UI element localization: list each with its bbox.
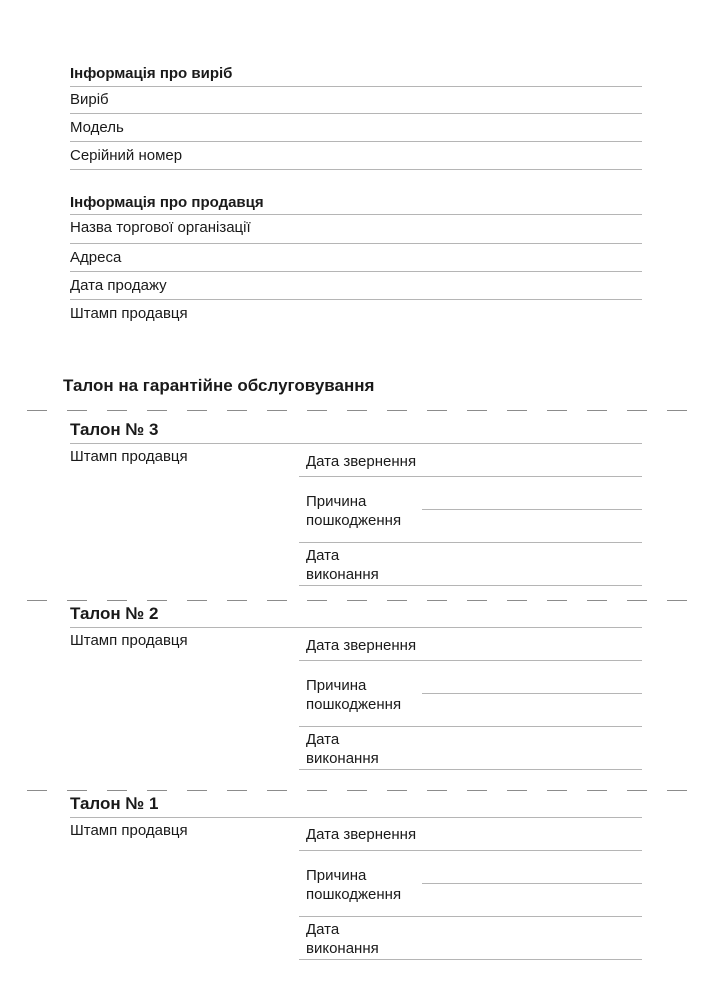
coupon-2-stamp-label: Штамп продавця (70, 632, 188, 649)
warranty-title: Талон на гарантійне обслуговування (63, 376, 375, 395)
coupon-2-completion-label-2: виконання (306, 750, 379, 767)
divider (70, 443, 642, 444)
coupon-3-title: Талон № 3 (70, 420, 159, 439)
organization-field-line[interactable] (70, 243, 642, 244)
sale-date-field-line[interactable] (70, 299, 642, 300)
coupon-1-stamp-label: Штамп продавця (70, 822, 188, 839)
divider (299, 916, 642, 917)
address-field-line[interactable] (70, 271, 642, 272)
cut-line (27, 410, 687, 411)
coupon-1-damage-label-1: Причина (306, 867, 367, 884)
coupon-3-request-date-label: Дата звернення (306, 453, 417, 470)
organization-field-label: Назва торгової організації (70, 219, 251, 236)
divider (70, 86, 642, 87)
sale-date-field-label: Дата продажу (70, 277, 167, 294)
coupon-2-request-date-line[interactable] (299, 660, 642, 661)
model-field-label: Модель (70, 119, 124, 136)
seller-info-heading: Інформація про продавця (70, 194, 264, 211)
coupon-1-request-date-line[interactable] (299, 850, 642, 851)
serial-field-label: Серійний номер (70, 147, 183, 164)
coupon-1-completion-label-1: Дата (306, 921, 340, 938)
coupon-2-damage-line[interactable] (422, 693, 642, 694)
product-field-label: Виріб (70, 91, 109, 108)
coupon-3-completion-label-1: Дата (306, 547, 340, 564)
coupon-1-completion-line[interactable] (299, 959, 642, 960)
coupon-1-damage-line[interactable] (422, 883, 642, 884)
cut-line (27, 600, 687, 601)
coupon-3-stamp-label: Штамп продавця (70, 448, 188, 465)
coupon-1-damage-label-2: пошкодження (306, 886, 402, 903)
coupon-1-request-date-label: Дата звернення (306, 826, 417, 843)
coupon-3-damage-label-2: пошкодження (306, 512, 402, 529)
cut-line (27, 790, 687, 791)
coupon-2-request-date-label: Дата звернення (306, 637, 417, 654)
coupon-2-completion-line[interactable] (299, 769, 642, 770)
coupon-3-damage-line[interactable] (422, 509, 642, 510)
product-field-line[interactable] (70, 113, 642, 114)
address-field-label: Адреса (70, 249, 122, 266)
divider (70, 627, 642, 628)
divider (70, 214, 642, 215)
model-field-line[interactable] (70, 141, 642, 142)
coupon-3-completion-line[interactable] (299, 585, 642, 586)
serial-field-line[interactable] (70, 169, 642, 170)
coupon-3-damage-label-1: Причина (306, 493, 367, 510)
coupon-2-title: Талон № 2 (70, 604, 159, 623)
seller-stamp-label: Штамп продавця (70, 305, 188, 322)
coupon-1-completion-label-2: виконання (306, 940, 379, 957)
coupon-3-request-date-line[interactable] (299, 476, 642, 477)
divider (70, 817, 642, 818)
coupon-2-damage-label-1: Причина (306, 677, 367, 694)
product-info-heading: Інформація про виріб (70, 65, 233, 82)
coupon-2-damage-label-2: пошкодження (306, 696, 402, 713)
divider (299, 726, 642, 727)
divider (299, 542, 642, 543)
coupon-3-completion-label-2: виконання (306, 566, 379, 583)
coupon-1-title: Талон № 1 (70, 794, 159, 813)
coupon-2-completion-label-1: Дата (306, 731, 340, 748)
